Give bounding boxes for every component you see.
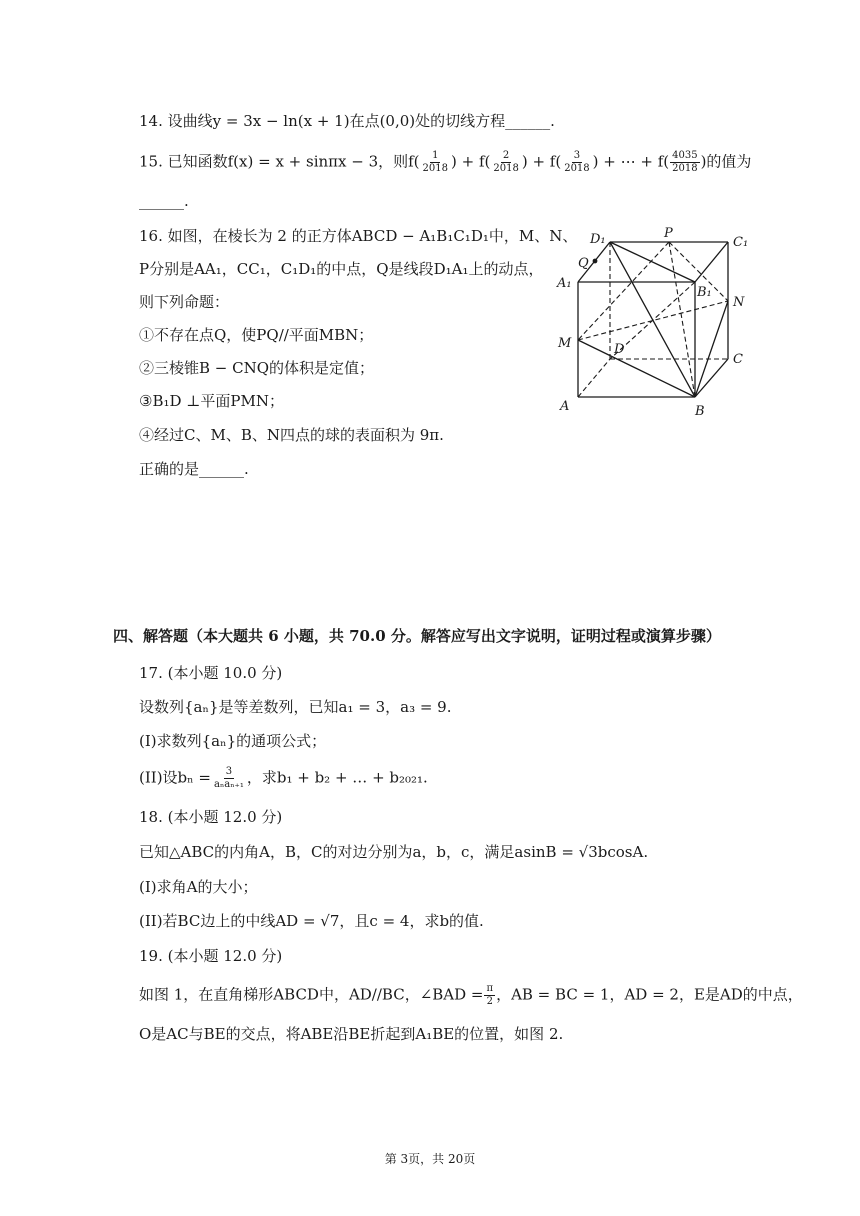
question-16-line-2: P分别是AA₁，CC₁，C₁D₁的中点，Q是线段D₁A₁上的动点，	[139, 260, 544, 278]
cube-figure	[552, 225, 762, 425]
question-16-statement-4: ④经过C、M、B、N四点的球的表面积为 9π.	[139, 426, 444, 444]
label-p: P	[664, 226, 673, 241]
question-16-line-3: 则下列命题：	[139, 293, 230, 311]
question-17-line-1: 设数列{aₙ}是等差数列，已知a₁ = 3，a₃ = 9.	[139, 698, 452, 716]
question-18-line-2: (I)求角A的大小；	[139, 878, 258, 896]
question-19-line-2: O是AC与BE的交点，将ABE沿BE折起到A₁BE的位置，如图 2.	[139, 1025, 564, 1043]
label-c: C	[733, 352, 743, 367]
label-c1: C₁	[733, 235, 749, 250]
question-18-line-1: 已知△ABC的内角A，B，C的对边分别为a，b，c，满足asinB = √3bcosA.	[139, 843, 649, 861]
label-a: A	[560, 399, 570, 414]
question-19-title: 19. (本小题 12.0 分)	[139, 947, 283, 965]
fraction-2: $\frac{2}{2018}$	[493, 150, 519, 174]
question-17-line-2: (I)求数列{aₙ}的通项公式；	[139, 732, 327, 750]
point-q-dot	[593, 259, 598, 264]
page-number-footer: 第 3页，共 20页	[384, 1152, 476, 1166]
question-16-statement-3: ③B₁D ⊥平面PMN；	[139, 392, 284, 410]
question-17-line-3: (II)设bₙ = $\frac{3}{\text{aₙaₙ₊₁}}$ ，求b₁ + b₂ + … + b₂₀₂₁.	[139, 766, 428, 790]
question-15-line-1: 15. 已知函数f(x) = x + sinπx − 3，则f( $\frac{1}{2018}$ ) + f( $\frac{2}{2018}$ ) + f( $\frac{3}{2018}$ ) + ⋯ + f( $\frac{4035}{2018}$ )的值为	[139, 150, 752, 174]
question-19-line-1: 如图 1，在直角梯形ABCD中，AD//BC，∠BAD = $\frac{\pi}{2}$ ，AB = BC = 1，AD = 2，E是AD的中点，	[139, 983, 803, 1007]
label-a1: A₁	[557, 276, 572, 291]
label-n: N	[733, 295, 745, 310]
fraction-pi-over-2: $\frac{\pi}{2}$	[486, 983, 494, 1007]
question-18-title: 18. (本小题 12.0 分)	[139, 808, 283, 826]
question-16-statement-2: ②三棱锥B − CNQ的体积是定值；	[139, 359, 375, 377]
fraction-3: $\frac{3}{2018}$	[564, 150, 590, 174]
question-18-line-3: (II)若BC边上的中线AD = √7，且c = 4，求b的值.	[139, 912, 484, 930]
question-16-answer-line: 正确的是______.	[139, 460, 249, 478]
question-16-statement-1: ①不存在点Q，使PQ//平面MBN；	[139, 326, 374, 344]
question-14: 14. 设曲线y = 3x − ln(x + 1)在点(0,0)处的切线方程______.	[139, 112, 555, 130]
fraction-1: $\frac{1}{2018}$	[422, 150, 448, 174]
label-q: Q	[578, 256, 589, 271]
label-m: M	[558, 336, 572, 351]
question-16-line-1: 16. 如图，在棱长为 2 的正方体ABCD − A₁B₁C₁D₁中，M、N、	[139, 227, 578, 245]
label-b1: B₁	[697, 285, 712, 300]
section-4-heading: 四、解答题（本大题共 6 小题，共 70.0 分。解答应写出文字说明，证明过程或演算步骤）	[113, 627, 721, 645]
label-d1: D₁	[590, 232, 606, 247]
question-17-title: 17. (本小题 10.0 分)	[139, 664, 283, 682]
label-d: D	[614, 342, 625, 357]
question-15-line-2: ______.	[139, 192, 189, 210]
fraction-4035: $\frac{4035}{2018}$	[672, 150, 698, 174]
label-b: B	[695, 404, 705, 419]
fraction-b-n: $\frac{3}{\text{aₙaₙ₊₁}}$	[213, 766, 244, 790]
